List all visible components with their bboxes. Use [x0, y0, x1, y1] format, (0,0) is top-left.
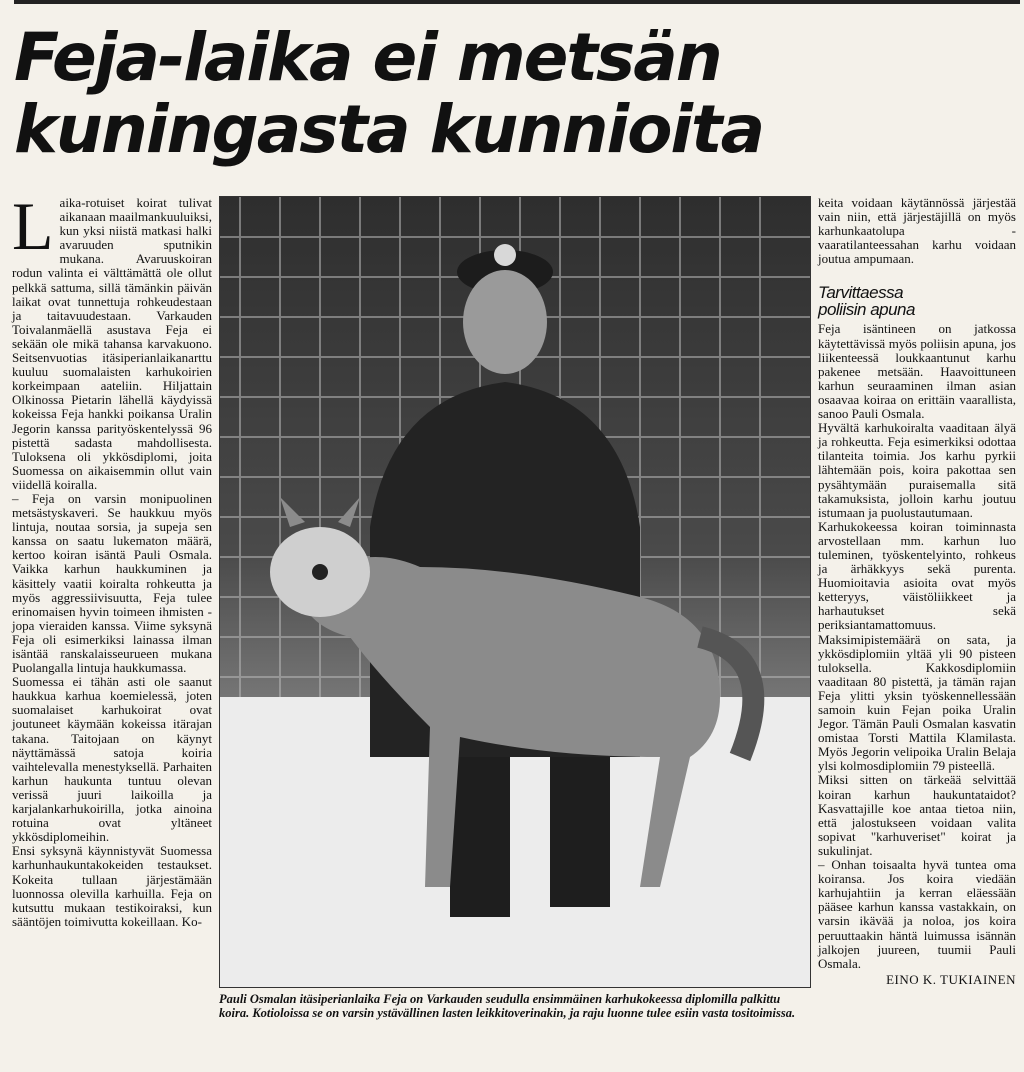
article-headline [14, 19, 774, 168]
section-subheading [818, 284, 1016, 318]
lead-paragraph: Laika-rotuiset koirat tulivat aikanaan maailmankuuluiksi, kun yksi niistä matkasi halki avaruuden sputnikin mukana. Avaruuskoiran rodun valinta ei välttämättä ole ollut pelkkä sattuma, sillä tämänkin päivän laikat ovat tunnettuja rohkeudestaan ja taitavuudestaan. Varkauden Toivalanmäellä asustava Feja ei sekään ole mikä tahansa karvakuono. Seitsenvuotias itäsiperianlaikanarttu kuuluu suomalaisten karhukoirien korkeimpaan aateliin. Hiljattain Olkinossa Pietarin lähellä käydyissä kokeissa Feja hankki poikansa Uralin Jegorin kanssa parityöskentelyssä 96 pistettä sadasta mahdollisesta. Tuloksena oli ykkösdiplomi, joita Suomessa on aikaisemmin ollut vain viidellä koiralla. [12, 188, 212, 492]
subheading-line-2: poliisin apuna [818, 300, 915, 320]
body-paragraph: Hyvältä karhukoiralta vaaditaan älyä ja rohkeutta. Feja esimerkiksi odottaa tilanteita toimia. Jos karhu pyrkii lähtemään pois, koira pakottaa sen pysähtymään puraisemalla sitä takamuksista, jolloin karhu joutuu istumaan ja puolustautumaan. [818, 420, 1016, 520]
body-paragraph: Miksi sitten on tärkeää selvittää koiran karhun haukuntataidot? Kasvattajille koe antaa tietoa niin, että jalostukseen voidaan valita sopivat "karhuveriset" koirat ja sukulinjat. [818, 772, 1016, 858]
headline-line-2: kuningasta kunnioita [14, 91, 764, 168]
photo-illustration [220, 197, 810, 987]
photo-caption: Pauli Osmalan itäsiperianlaika Feja on Varkauden seudulla ensimmäinen karhukokeessa diplomilla palkittu koira. Kotioloissa se on varsin ystävällinen lasten leikkitoverinakin, ja raju luonne tulee esiin vasta tositoimissa. [219, 992, 796, 1020]
subheading-line-1: Tarvittaessa [818, 283, 904, 303]
headline-line-1: Feja-laika ei metsän [14, 19, 721, 96]
body-paragraph: – Feja on varsin monipuolinen metsästyskaveri. Se haukkuu myös lintuja, noutaa sorsia, ja supeja sen kanssa on saatu lukematon määrä, kertoo koiran isäntä Pauli Osmala. Vaikka karhun haukkuminen ja käsittely vaatii koiralta rohkeutta ja myös aggressiivisuutta, Feja tulee erinomaisen hyvin toimeen ihmisten - jopa vieraiden kanssa. Viime syksynä Feja oli esimerkiksi lainassa ilman isäntää ranskalaisseurueen mukana Puolangalla lintuja haukkumassa. [12, 490, 212, 676]
body-paragraph: Karhukokeessa koiran toiminnasta arvostellaan mm. karhun luo tuleminen, työskentelyinto, rohkeus ja ärhäkkyys sekä purenta. Huomioitavia asioita ovat myös ketteryys, väistöliikkeet ja harhautukset sekä periksiantamattomuus. Maksimipistemäärä on sata, ja ykkösdiplomiin yltää yli 90 pisteen tuloksella. Kakkosdiplomiin vaaditaan 80 pistettä, ja tämän rajan Feja ylitti yksin työskennellessään samoin kuin Fejan poika Uralin Jegor. Tämän Pauli Osmalan kasvatin omistaa Torsti Mattila Klamilasta. Myös Jegorin velipoika Uralin Belaja ylsi kolmosdiplomiin 79 pisteellä. [818, 518, 1016, 774]
author-byline: EINO K. TUKIAINEN [886, 971, 1016, 987]
right-text-column [818, 196, 1016, 987]
body-paragraph: – Onhan toisaalta hyvä tuntea oma koiransa. Jos koira viedään karhujahtiin ja kerran eläessään pääsee karhun kanssa vastakkain, on varsin ikävää ja noloa, jos koira peruuttaakin häntä luimussa isännän jalkojen juureen, tuumii Pauli Osmala. [818, 857, 1016, 971]
body-paragraph: Feja isäntineen on jatkossa käytettävissä myös poliisin apuna, jos liikenteessä loukkaantunut karhu pakenee metsään. Haavoittuneen karhun seuraaminen ilman asian osaavaa koiraa on erittäin vaarallista, sanoo Pauli Osmala. [818, 321, 1016, 422]
drop-cap: L [12, 188, 54, 264]
body-paragraph: Ensi syksynä käynnistyvät Suomessa karhunhaukuntakokeiden testaukset. Kokeita tullaan järjestämään luonnossa olevilla karhuilla. Feja on kutsuttu mukaan testikoiraksi, kun sääntöjen toimivutta kokeillaan. Ko- [12, 843, 212, 929]
body-paragraph: Suomessa ei tähän asti ole saanut haukkua karhua koemielessä, joten suomalaiset karhukoirat ovat joutuneet käymään kokeissa itärajan takana. Taitojaan on käynyt näyttämässä satoja koiria vaihtelevalla menestyksellä. Parhaiten karhun haukunta tuntuu olevan verissä juuri laikoilla ja karjalankarhukoirilla, jotka ainoina rotuina ovat yltäneet ykkösdiplomeihin. [12, 674, 212, 845]
article-photo [219, 196, 811, 988]
left-text-column [12, 188, 212, 929]
continuation-paragraph: keita voidaan käytännössä järjestää vain niin, että järjestäjillä on myös karhunkaatolupa - vaaratilanteessahan karhu voidaan joutua ampumaan. [818, 195, 1016, 267]
top-rule [14, 0, 1020, 4]
